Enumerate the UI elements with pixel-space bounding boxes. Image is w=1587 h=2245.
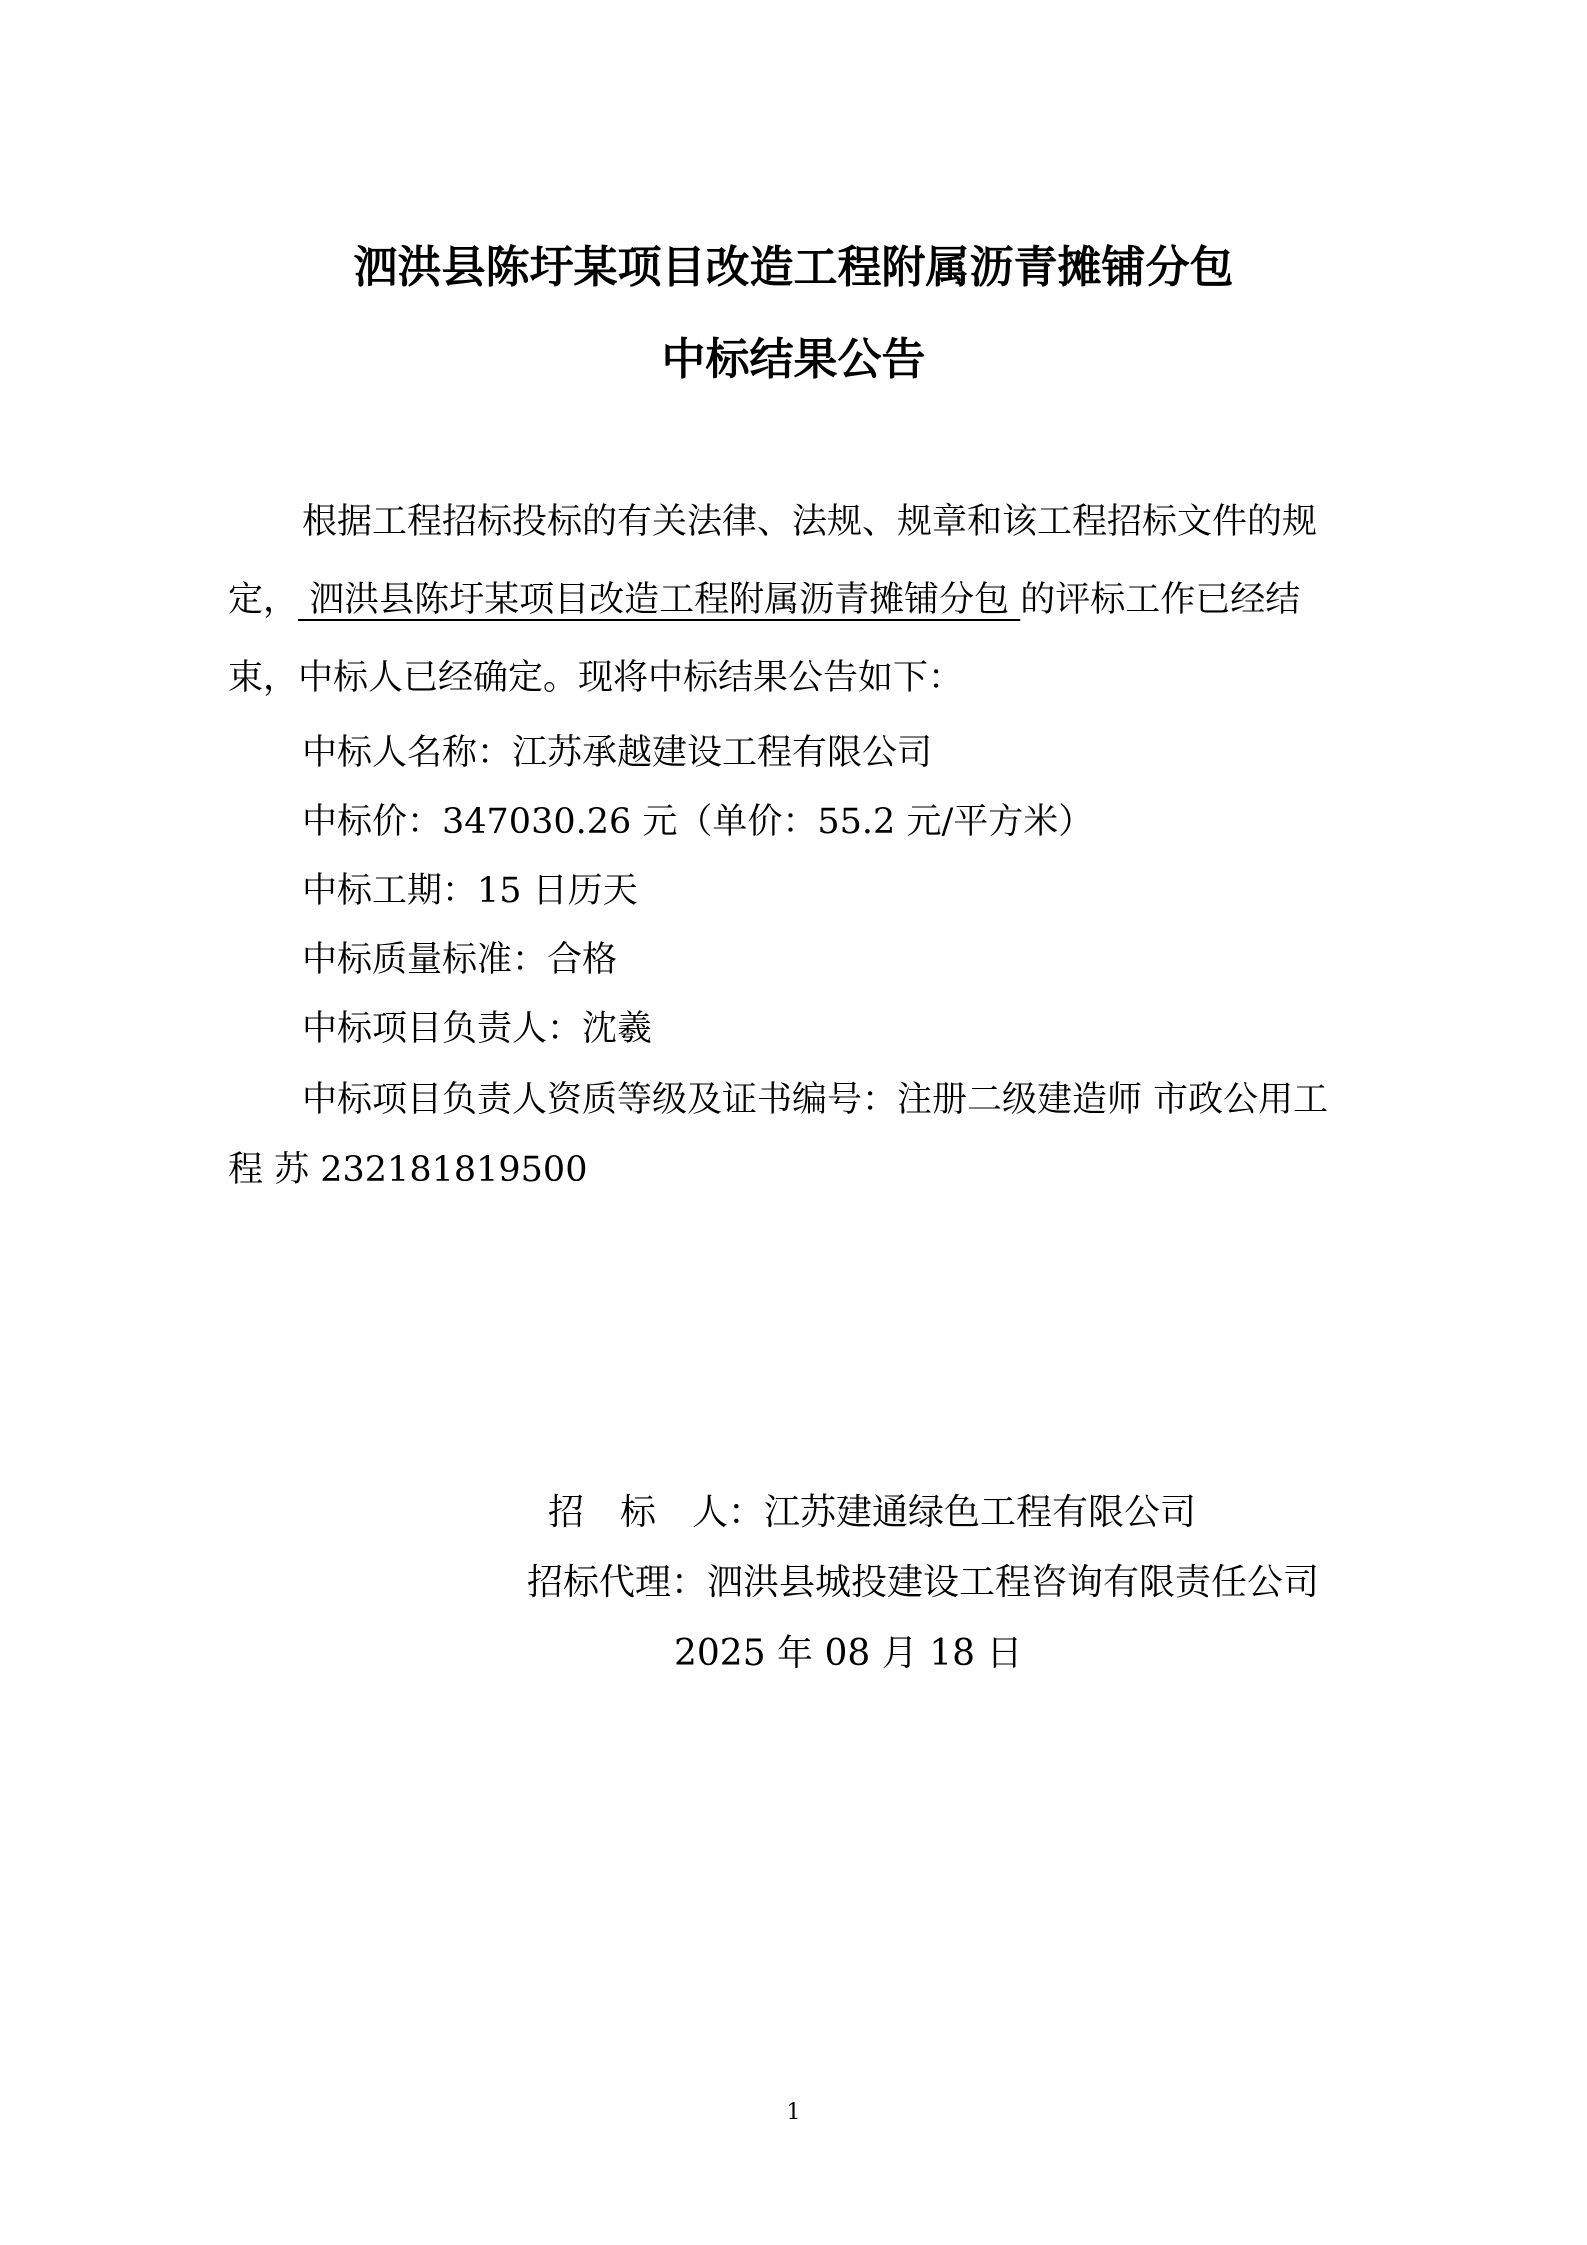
- intro-line-2: [228, 575, 1300, 625]
- intro-line-2-prefix: 定，: [228, 580, 299, 620]
- quality-standard: 中标质量标准：合格: [302, 940, 618, 980]
- winning-price: 中标价：347030.26 元（单价：55.2 元/平方米）: [302, 802, 1094, 842]
- project-manager: 中标项目负责人：沈羲: [302, 1009, 653, 1049]
- project-name-underlined: 泗洪县陈圩某项目改造工程附属沥青摊铺分包: [298, 580, 1021, 620]
- tender-agent: 招标代理：泗洪县城投建设工程咨询有限责任公司: [527, 1562, 1320, 1603]
- qualification-line-2: 程 苏 232181819500: [228, 1150, 588, 1190]
- qualification-line-1: 中标项目负责人资质等级及证书编号：注册二级建造师 市政公用工: [302, 1080, 1329, 1120]
- tenderer: 招 标 人：江苏建通绿色工程有限公司: [548, 1492, 1197, 1533]
- intro-line-1: 根据工程招标投标的有关法律、法规、规章和该工程招标文件的规: [302, 502, 1318, 542]
- construction-duration: 中标工期：15 日历天: [302, 871, 638, 911]
- announcement-date: 2025 年 08 月 18 日: [674, 1633, 1023, 1674]
- intro-line-3: 束，中标人已经确定。现将中标结果公告如下：: [228, 658, 964, 698]
- page-number: 1: [786, 2100, 801, 2125]
- document-title-line-2: 中标结果公告: [661, 334, 926, 385]
- intro-line-2-suffix: 的评标工作已经结: [1020, 580, 1301, 620]
- winner-name: 中标人名称：江苏承越建设工程有限公司: [302, 733, 933, 773]
- document-title-line-1: 泗洪县陈圩某项目改造工程附属沥青摊铺分包: [353, 242, 1234, 293]
